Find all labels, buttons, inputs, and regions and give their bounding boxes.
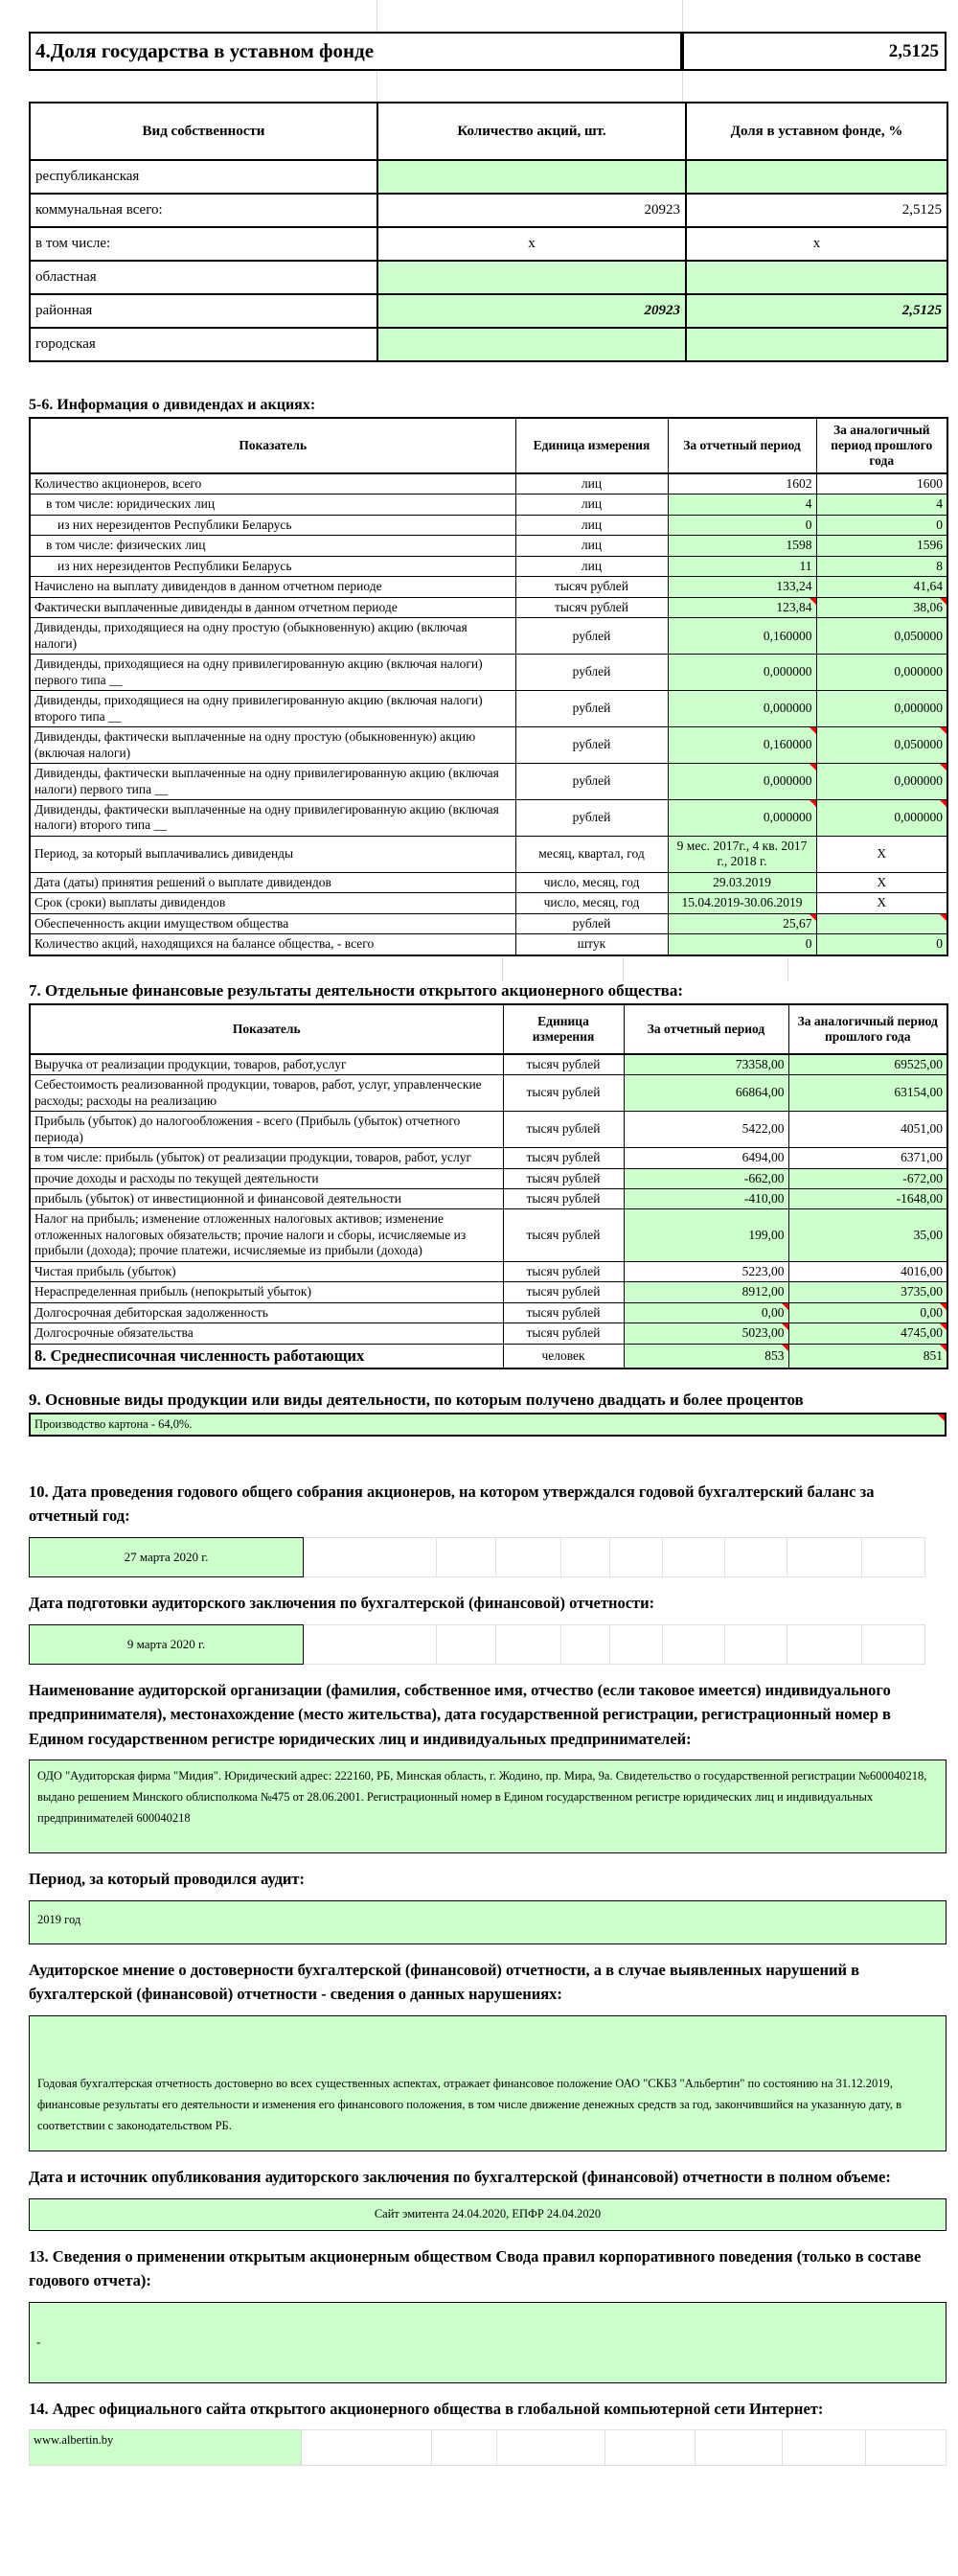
state-share-table <box>29 102 948 362</box>
financial-unit-cell: тысяч рублей <box>503 1075 624 1112</box>
share-percent-cell <box>686 261 947 294</box>
dividends-unit-cell: тысяч рублей <box>515 577 668 597</box>
section9-title: 9. Основные виды продукции или виды деятельности, по которым получено двадцать и более процентов <box>29 1390 804 1409</box>
grid-filler <box>302 2429 947 2466</box>
share-percent-cell <box>686 328 947 361</box>
financial-current-value-cell: 0,00 <box>624 1302 788 1322</box>
dividends-current-value-cell: 9 мес. 2017г., 4 кв. 2017 г., 2018 г. <box>668 836 816 872</box>
audit-report-date-row <box>29 1624 947 1665</box>
dividends-current-value-cell: 1598 <box>668 536 816 556</box>
financial-current-value-cell: 66864,00 <box>624 1075 788 1112</box>
dividends-unit-cell: штук <box>515 934 668 955</box>
dividends-prior-value-cell <box>816 913 947 933</box>
financial-indicator-label: Себестоимость реализованной продукции, товаров, работ, услуг, управленческие расходы; расходы на реализацию <box>30 1075 503 1112</box>
table-row <box>30 872 947 892</box>
dividends-prior-value-cell: 0,000000 <box>816 799 947 836</box>
publication-cell: Сайт эмитента 24.04.2020, ЕПФР 24.04.2020 <box>29 2198 947 2231</box>
ownership-type-label: районная <box>30 294 377 328</box>
col-header-share-percent: Доля в уставном фонде, % <box>686 103 947 160</box>
table-row <box>30 1054 947 1075</box>
grid-filler-cell <box>432 2429 497 2466</box>
dividends-prior-value-cell: 0,000000 <box>816 764 947 800</box>
table-row <box>30 597 947 617</box>
ownership-type-label: республиканская <box>30 160 377 194</box>
financial-indicator-label: Прибыль (убыток) до налогообложения - всего (Прибыль (убыток) отчетного периода) <box>30 1112 503 1148</box>
grid-line <box>787 956 788 981</box>
dividends-indicator-label: из них нерезидентов Республики Беларусь <box>30 515 515 535</box>
auditor-label: Наименование аудиторской организации (фамилия, собственное имя, отчество (если таковое имеется) индивидуального предпринимателя), местонахождение (место жительства), дата государственной регистрации, регистрационный номер в Едином государственном регистре юридических лиц и индивидуальных предпринимателей: <box>29 1680 891 1748</box>
financial-prior-value-cell: 0,00 <box>788 1302 947 1322</box>
table-row <box>30 1323 947 1344</box>
financial-prior-value-cell: 851 <box>788 1344 947 1368</box>
table-row <box>30 227 947 261</box>
audit-report-date-cell: 9 марта 2020 г. <box>29 1624 304 1665</box>
table-row <box>30 655 947 691</box>
dividends-unit-cell: рублей <box>515 618 668 655</box>
financial-unit-cell: тысяч рублей <box>503 1323 624 1344</box>
grid-filler <box>29 1369 947 1391</box>
table-row <box>30 1168 947 1188</box>
corporate-code-answer-cell: - <box>29 2302 947 2383</box>
grid-filler-cell <box>787 1537 862 1577</box>
section4-heading-row <box>29 32 947 71</box>
financial-unit-cell: тысяч рублей <box>503 1148 624 1168</box>
share-percent-cell: 2,5125 <box>686 194 947 227</box>
dividends-unit-cell: лиц <box>515 556 668 576</box>
grid-filler-cell <box>561 1624 610 1665</box>
dividends-indicator-label: Дивиденды, приходящиеся на одну привилегированную акцию (включая налоги) второго типа __ <box>30 691 515 727</box>
opinion-label: Аудиторское мнение о достоверности бухгалтерской (финансовой) отчетности, а в случае выявленных нарушений в бухгалтерской (финансовой) отчетности - сведения о данных нарушениях: <box>29 1960 860 2004</box>
grid-line <box>682 71 683 102</box>
financial-indicator-label: Нераспределенная прибыль (непокрытый убыток) <box>30 1282 503 1302</box>
grid-line <box>376 0 377 32</box>
main-products-answer-cell: Производство картона - 64,0%. <box>29 1413 947 1437</box>
grid-filler-cell <box>561 1537 610 1577</box>
dividends-current-value-cell: 1602 <box>668 473 816 494</box>
table-row <box>30 294 947 328</box>
dividends-indicator-label: в том числе: физических лиц <box>30 536 515 556</box>
section13-title: 13. Сведения о применении открытым акционерным обществом Свода правил корпоративного поведения (только в составе годового отчета): <box>29 2246 922 2290</box>
financial-unit-cell: тысяч рублей <box>503 1189 624 1209</box>
dividends-prior-value-cell: X <box>816 872 947 892</box>
grid-filler-cell <box>725 1624 787 1665</box>
dividends-prior-value-cell: 1596 <box>816 536 947 556</box>
table-row <box>30 1282 947 1302</box>
grid-filler-cell <box>437 1537 496 1577</box>
table-row <box>30 328 947 361</box>
section4-title-value: 2,5125 <box>682 32 947 71</box>
dividends-current-value-cell: 0,000000 <box>668 691 816 727</box>
section10-title: 10. Дата проведения годового общего собрания акционеров, на котором утверждался годовой бухгалтерский баланс за отчетный год: <box>29 1482 875 1526</box>
grid-filler-cell <box>497 2429 605 2466</box>
col-header-indicator: Показатель <box>30 1004 503 1054</box>
financial-prior-value-cell: 6371,00 <box>788 1148 947 1168</box>
grid-filler-cell <box>787 1624 862 1665</box>
financial-current-value-cell: -410,00 <box>624 1189 788 1209</box>
dividends-current-value-cell: 11 <box>668 556 816 576</box>
section56-title: 5-6. Информация о дивидендах и акциях: <box>29 397 316 413</box>
table-row <box>30 556 947 576</box>
col-header-current-period: За отчетный период <box>668 418 816 473</box>
grid-filler-cell <box>610 1537 663 1577</box>
dividends-indicator-label: Дивиденды, приходящиеся на одну простую (обыкновенную) акцию (включая налоги) <box>30 618 515 655</box>
grid-filler-cell <box>496 1537 561 1577</box>
financial-prior-value-cell: 69525,00 <box>788 1054 947 1075</box>
dividends-unit-cell: лиц <box>515 515 668 535</box>
shares-count-cell: 20923 <box>377 194 686 227</box>
financial-unit-cell: тысяч рублей <box>503 1261 624 1281</box>
table-row <box>30 261 947 294</box>
col-header-current-period: За отчетный период <box>624 1004 788 1054</box>
table-header-row <box>30 1004 947 1054</box>
grid-filler <box>29 956 947 981</box>
table-row <box>30 473 947 494</box>
dividends-current-value-cell: 4 <box>668 494 816 515</box>
dividends-prior-value-cell: 0 <box>816 515 947 535</box>
financial-current-value-cell: 5223,00 <box>624 1261 788 1281</box>
dividends-unit-cell: рублей <box>515 727 668 764</box>
dividends-current-value-cell: 0,000000 <box>668 799 816 836</box>
dividends-unit-cell: лиц <box>515 536 668 556</box>
shares-count-cell <box>377 328 686 361</box>
section7-title: 7. Отдельные финансовые результаты деятельности открытого акционерного общества: <box>29 980 684 1000</box>
col-header-indicator: Показатель <box>30 418 515 473</box>
financial-prior-value-cell: 35,00 <box>788 1209 947 1261</box>
financial-indicator-label: прочие доходы и расходы по текущей деятельности <box>30 1168 503 1188</box>
opinion-cell <box>29 2015 947 2151</box>
grid-filler-cell <box>302 2429 432 2466</box>
ownership-type-label: коммунальная всего: <box>30 194 377 227</box>
financial-prior-value-cell: 4745,00 <box>788 1323 947 1344</box>
table-row <box>30 1112 947 1148</box>
grid-filler <box>304 1624 925 1665</box>
financial-indicator-label: Долгосрочные обязательства <box>30 1323 503 1344</box>
dividends-current-value-cell: 0,160000 <box>668 727 816 764</box>
financial-prior-value-cell: 3735,00 <box>788 1282 947 1302</box>
grid-filler-cell <box>304 1624 437 1665</box>
dividends-indicator-label: Дивиденды, фактически выплаченные на одну привилегированную акцию (включая налоги) второго типа __ <box>30 799 515 836</box>
grid-filler-cell <box>610 1624 663 1665</box>
dividends-prior-value-cell: 4 <box>816 494 947 515</box>
financial-results-table <box>29 1003 948 1369</box>
table-row <box>30 515 947 535</box>
table-row <box>30 893 947 913</box>
financial-current-value-cell: 5422,00 <box>624 1112 788 1148</box>
col-header-unit: Единица измерения <box>503 1004 624 1054</box>
financial-current-value-cell: 853 <box>624 1344 788 1368</box>
shares-count-cell: 20923 <box>377 294 686 328</box>
dividends-current-value-cell: 0,000000 <box>668 655 816 691</box>
table-row <box>30 194 947 227</box>
col-header-shares-count: Количество акций, шт. <box>377 103 686 160</box>
grid-line <box>376 71 377 102</box>
shares-count-cell <box>377 261 686 294</box>
dividends-indicator-label: из них нерезидентов Республики Беларусь <box>30 556 515 576</box>
financial-unit-cell: тысяч рублей <box>503 1209 624 1261</box>
dividends-indicator-label: в том числе: юридических лиц <box>30 494 515 515</box>
grid-filler-cell <box>437 1624 496 1665</box>
table-row <box>30 1189 947 1209</box>
dividends-prior-value-cell: 0,050000 <box>816 727 947 764</box>
table-row <box>30 494 947 515</box>
grid-line <box>682 0 683 32</box>
dividends-unit-cell: месяц, квартал, год <box>515 836 668 872</box>
dividends-current-value-cell: 123,84 <box>668 597 816 617</box>
grid-filler <box>29 0 947 32</box>
dividends-unit-cell: рублей <box>515 799 668 836</box>
table-header-row <box>30 103 947 160</box>
dividends-current-value-cell: 29.03.2019 <box>668 872 816 892</box>
share-percent-cell <box>686 160 947 194</box>
table-row <box>30 618 947 655</box>
table-row <box>30 1209 947 1261</box>
audit-period-label: Период, за который проводился аудит: <box>29 1870 306 1889</box>
financial-current-value-cell: 8912,00 <box>624 1282 788 1302</box>
financial-current-value-cell: 73358,00 <box>624 1054 788 1075</box>
free-form-section <box>29 1480 947 2466</box>
table-row <box>30 536 947 556</box>
dividends-unit-cell: лиц <box>515 473 668 494</box>
dividends-current-value-cell: 0,000000 <box>668 764 816 800</box>
table-row <box>30 934 947 955</box>
financial-prior-value-cell: 4051,00 <box>788 1112 947 1148</box>
dividends-current-value-cell: 0 <box>668 934 816 955</box>
website-cell: www.albertin.by <box>29 2429 302 2466</box>
table-header-row <box>30 418 947 473</box>
dividends-prior-value-cell: X <box>816 836 947 872</box>
dividends-current-value-cell: 0 <box>668 515 816 535</box>
grid-line <box>623 956 624 981</box>
website-row <box>29 2429 947 2466</box>
opinion-text: Годовая бухгалтерская отчетность достоверно во всех существенных аспектах, отражает финансовое положение ОАО "СКБЗ "Альбертин" по состоянию на 31.12.2019, финансовые результаты его деятельности и изменения его финансового положения, в том числе движение денежных средств за год, закончившийся на указанную дату, в соответствии с законодательством РБ. <box>37 2077 902 2133</box>
dividends-prior-value-cell: 0,050000 <box>816 618 947 655</box>
grid-filler-cell <box>304 1537 437 1577</box>
publication-label: Дата и источник опубликования аудиторского заключения по бухгалтерской (финансовой) отчетности в полном объеме: <box>29 2167 891 2186</box>
grid-line <box>502 956 503 981</box>
table-row <box>30 577 947 597</box>
table-row <box>30 1344 947 1368</box>
table-row <box>30 1075 947 1112</box>
financial-current-value-cell: 199,00 <box>624 1209 788 1261</box>
grid-filler-cell <box>663 1537 725 1577</box>
ownership-type-label: в том числе: <box>30 227 377 261</box>
dividends-indicator-label: Дивиденды, фактически выплаченные на одну привилегированную акцию (включая налоги) первого типа __ <box>30 764 515 800</box>
grid-filler-cell <box>725 1537 787 1577</box>
table-row <box>30 691 947 727</box>
dividends-prior-value-cell: 41,64 <box>816 577 947 597</box>
dividends-indicator-label: Фактически выплаченные дивиденды в данном отчетном периоде <box>30 597 515 617</box>
dividends-indicator-label: Дата (даты) принятия решений о выплате дивидендов <box>30 872 515 892</box>
table-row <box>30 727 947 764</box>
grid-filler <box>29 71 947 102</box>
meeting-date-cell: 27 марта 2020 г. <box>29 1537 304 1577</box>
financial-indicator-label: Выручка от реализации продукции, товаров, работ,услуг <box>30 1054 503 1075</box>
dividends-indicator-label: Дивиденды, фактически выплаченные на одну простую (обыкновенную) акцию (включая налоги) <box>30 727 515 764</box>
table-row <box>30 836 947 872</box>
shares-count-cell: x <box>377 227 686 261</box>
dividends-indicator-label: Количество акций, находящихся на балансе общества, - всего <box>30 934 515 955</box>
dividends-unit-cell: рублей <box>515 913 668 933</box>
col-header-prior-period: За аналогичный период прошлого года <box>788 1004 947 1054</box>
dividends-prior-value-cell: 8 <box>816 556 947 576</box>
dividends-shares-table <box>29 417 948 956</box>
col-header-unit: Единица измерения <box>515 418 668 473</box>
dividends-prior-value-cell: 0 <box>816 934 947 955</box>
dividends-unit-cell: рублей <box>515 691 668 727</box>
grid-filler-cell <box>866 2429 947 2466</box>
dividends-indicator-label: Срок (сроки) выплаты дивидендов <box>30 893 515 913</box>
financial-prior-value-cell: -1648,00 <box>788 1189 947 1209</box>
financial-unit-cell: человек <box>503 1344 624 1368</box>
audit-report-date-label: Дата подготовки аудиторского заключения по бухгалтерской (финансовой) отчетности: <box>29 1594 655 1612</box>
dividends-indicator-label: Период, за который выплачивались дивиденды <box>30 836 515 872</box>
table-row <box>30 1261 947 1281</box>
auditor-info-cell: ОДО "Аудиторская фирма "Мидия". Юридический адрес: 222160, РБ, Минская область, г. Жодино, пр. Мира, 9а. Свидетельство о государственной регистрации №600040218, выдано решением Минского облисполкома №475 от 28.06.2001. Регистрационный номер в Едином государственном регистре юридических лиц и индивидуальных предпринимателей 600040218 <box>29 1760 947 1853</box>
col-header-ownership: Вид собственности <box>30 103 377 160</box>
grid-filler-cell <box>783 2429 866 2466</box>
dividends-prior-value-cell: X <box>816 893 947 913</box>
financial-unit-cell: тысяч рублей <box>503 1112 624 1148</box>
financial-indicator-label: прибыль (убыток) от инвестиционной и финансовой деятельности <box>30 1189 503 1209</box>
ownership-type-label: городская <box>30 328 377 361</box>
dividends-indicator-label: Обеспеченность акции имуществом общества <box>30 913 515 933</box>
dividends-indicator-label: Дивиденды, приходящиеся на одну привилегированную акцию (включая налоги) первого типа __ <box>30 655 515 691</box>
dividends-unit-cell: число, месяц, год <box>515 893 668 913</box>
section14-title: 14. Адрес официального сайта открытого акционерного общества в глобальной компьютерной сети Интернет: <box>29 2399 824 2418</box>
financial-indicator-label: Долгосрочная дебиторская задолженность <box>30 1302 503 1322</box>
table-row <box>30 160 947 194</box>
dividends-indicator-label: Количество акционеров, всего <box>30 473 515 494</box>
meeting-date-row <box>29 1537 947 1577</box>
col-header-prior-period: За аналогичный период прошлого года <box>816 418 947 473</box>
financial-prior-value-cell: -672,00 <box>788 1168 947 1188</box>
table-row <box>30 913 947 933</box>
financial-current-value-cell: 5023,00 <box>624 1323 788 1344</box>
dividends-prior-value-cell: 0,000000 <box>816 691 947 727</box>
dividends-indicator-label: Начислено на выплату дивидендов в данном отчетном периоде <box>30 577 515 597</box>
financial-current-value-cell: -662,00 <box>624 1168 788 1188</box>
grid-filler-cell <box>862 1537 925 1577</box>
table-row <box>30 799 947 836</box>
share-percent-cell: 2,5125 <box>686 294 947 328</box>
dividends-current-value-cell: 133,24 <box>668 577 816 597</box>
financial-unit-cell: тысяч рублей <box>503 1282 624 1302</box>
dividends-unit-cell: рублей <box>515 655 668 691</box>
financial-indicator-label: Налог на прибыль; изменение отложенных налоговых активов; изменение отложенных налоговых обязательств; прочие налоги и сборы, исчисляемые из прибыли (дохода); прочие платежи, исчисляемые из прибыли (дохода) <box>30 1209 503 1261</box>
financial-unit-cell: тысяч рублей <box>503 1054 624 1075</box>
dividends-unit-cell: число, месяц, год <box>515 872 668 892</box>
financial-prior-value-cell: 4016,00 <box>788 1261 947 1281</box>
ownership-type-label: областная <box>30 261 377 294</box>
dividends-prior-value-cell: 38,06 <box>816 597 947 617</box>
grid-filler-cell <box>605 2429 696 2466</box>
grid-filler-cell <box>663 1624 725 1665</box>
table-row <box>30 1148 947 1168</box>
dividends-unit-cell: рублей <box>515 764 668 800</box>
dividends-unit-cell: тысяч рублей <box>515 597 668 617</box>
financial-indicator-label: Чистая прибыль (убыток) <box>30 1261 503 1281</box>
financial-unit-cell: тысяч рублей <box>503 1302 624 1322</box>
financial-unit-cell: тысяч рублей <box>503 1168 624 1188</box>
dividends-current-value-cell: 15.04.2019-30.06.2019 <box>668 893 816 913</box>
table-row <box>30 1302 947 1322</box>
shares-count-cell <box>377 160 686 194</box>
financial-indicator-label: 8. Среднесписочная численность работающих <box>30 1344 503 1368</box>
dividends-unit-cell: лиц <box>515 494 668 515</box>
grid-filler-cell <box>862 1624 925 1665</box>
dividends-prior-value-cell: 1600 <box>816 473 947 494</box>
financial-prior-value-cell: 63154,00 <box>788 1075 947 1112</box>
dividends-current-value-cell: 25,67 <box>668 913 816 933</box>
share-percent-cell: x <box>686 227 947 261</box>
section4-title: 4.Доля государства в уставном фонде <box>29 32 682 71</box>
audit-period-cell: 2019 год <box>29 1900 947 1944</box>
grid-filler <box>304 1537 925 1577</box>
table-row <box>30 764 947 800</box>
dividends-current-value-cell: 0,160000 <box>668 618 816 655</box>
financial-indicator-label: в том числе: прибыль (убыток) от реализации продукции, товаров, работ, услуг <box>30 1148 503 1168</box>
grid-filler-cell <box>696 2429 783 2466</box>
financial-current-value-cell: 6494,00 <box>624 1148 788 1168</box>
dividends-prior-value-cell: 0,000000 <box>816 655 947 691</box>
grid-filler-cell <box>496 1624 561 1665</box>
